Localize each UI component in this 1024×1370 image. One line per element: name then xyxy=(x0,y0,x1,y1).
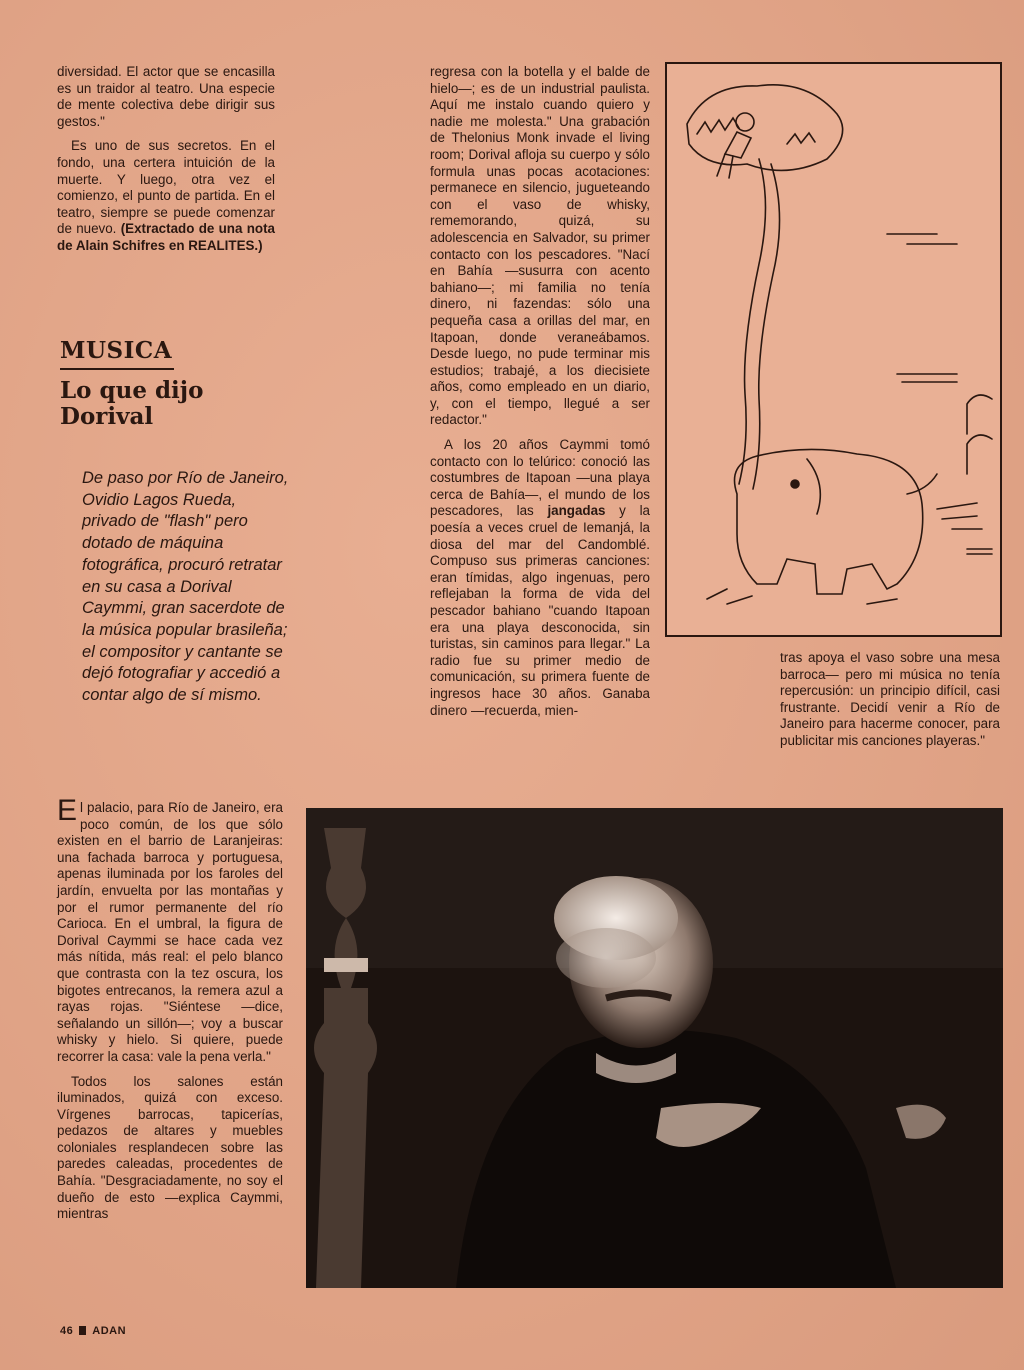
paragraph-text: l palacio, para Río de Janeiro, era poco común, de los que sólo existen en el barrio de Laranjeiras: una fachada barroca y portuguesa, apenas iluminada por los faroles del jardín, envuelta por las montañas y por el rumor permanente del río Carioca. En el umbral, la figura de Dorival Caymmi se hace cada vez más nítida, más real: el pelo blanco que contrasta con la tez oscura, los bigotes entrecanos, la remera azul a rayas rojas. "Siéntese —dice, señalando un sillón—; voy a buscar whisky y hielo. Si quiere, puede recorrer la casa: vale la pena verla." xyxy=(57,800,283,1064)
elephant-cartoon-icon xyxy=(667,64,1000,635)
column-4-text xyxy=(57,794,283,1231)
paragraph: Todos los salones están iluminados, quizá con exceso. Vírgenes barrocas, tapicerías, pedazos de altares y muebles coloniales resplandecen sobre las paredes caleadas, procedentes de Bahía. "Desgraciadamente, no soy el dueño de esto —explica Caymmi, mientras xyxy=(57,1073,283,1222)
paragraph xyxy=(57,794,283,1066)
page-footer xyxy=(60,1325,126,1337)
column-3-text xyxy=(780,650,1000,758)
paragraph: diversidad. El actor que se encasilla es un traidor al teatro. Una especie de mente colectiva debe dirigir sus gestos." xyxy=(57,64,275,129)
paragraph: regresa con la botella y el balde de hielo—; es de un industrial paulista. Aquí me instalo cuando quiero y nadie me molesta." Una grabación de Thelonius Monk invade el living room; Dorival afloja su cuerpo y sólo formula unas pocas acotaciones: permanece en silencio, jugueteando con el vaso de whisky, rememorando, quizá, su adolescencia en Salvador, su primer contacto con los pescadores. "Nací en Bahía —susurra con acento bahiano—; mi familia no tenía dinero, ni fazendas: sólo una pequeña casa a orillas del mar, en Itapoan, donde veraneábamos. Desde luego, no pude terminar mis estudios; trabajé, a los diecisiete años, como empleado en un diario, y, con el tiempo, llegué a ser redactor." xyxy=(430,64,650,428)
paragraph xyxy=(57,138,275,254)
cartoon-illustration xyxy=(665,62,1002,637)
paragraph: tras apoya el vaso sobre una mesa barroca— pero mi música no tenía repercusión: un principio difícil, casi frustrante. Decidí venir a Río de Janeiro para hacerme conocer, para publicitar mis canciones playeras." xyxy=(780,650,1000,748)
lead-paragraph: De paso por Río de Janeiro, Ovidio Lagos Rueda, privado de "flash" pero dotado de máquina fotográfica, procuró retratar en su casa a Dorival Caymmi, gran sacerdote de la música popular brasileña; el compositor y cantante se dejó fotografiar y accedió a contar algo de sí mismo. xyxy=(82,469,289,705)
section-label: MUSICA xyxy=(60,337,173,364)
column-1-text xyxy=(57,64,275,263)
headline: Lo que dijo Dorival xyxy=(60,377,204,430)
paragraph xyxy=(430,437,650,719)
paragraph-text: y la poesía a veces cruel de Iemanjá, la diosa del mar del Candomblé. Compuso sus primeras canciones: eran tímidas, algo ingenuas, pero reflejaban la forma de vida del pescador bahiano "cuando Itapoan era una playa desconocida, sin turistas, sin caminos para llegar." La radio fue su primer medio de comunicación, su primera fuente de ingresos hace 30 años. Ganaba dinero —recuerda, mien- xyxy=(430,503,650,718)
paragraph-text: A los 20 años Caymmi tomó contacto con lo telúrico: conoció las costumbres de Itapoan —una playa cerca de Bahía—, el mundo de los pescadores, las xyxy=(430,437,650,519)
column-2-text xyxy=(430,64,650,727)
source-credit: (Extractado de una nota de Alain Schifres en REALITES.) xyxy=(57,221,275,253)
section-rule xyxy=(60,368,174,370)
photo-image-icon xyxy=(306,808,1003,1288)
portrait-photo xyxy=(306,808,1003,1288)
emphasis: jangadas xyxy=(547,503,606,519)
page-number: 46 xyxy=(60,1325,74,1337)
drop-cap: E xyxy=(57,794,78,827)
separator-square-icon xyxy=(79,1326,86,1335)
paragraph-text: Es uno de sus secretos. En el fondo, una certera intuición de la muerte. Y luego, otra vez el comienzo, el punto de partida. En el teatro, siempre se puede comenzar de nuevo. xyxy=(57,138,275,237)
magazine-name: ADAN xyxy=(92,1325,127,1337)
